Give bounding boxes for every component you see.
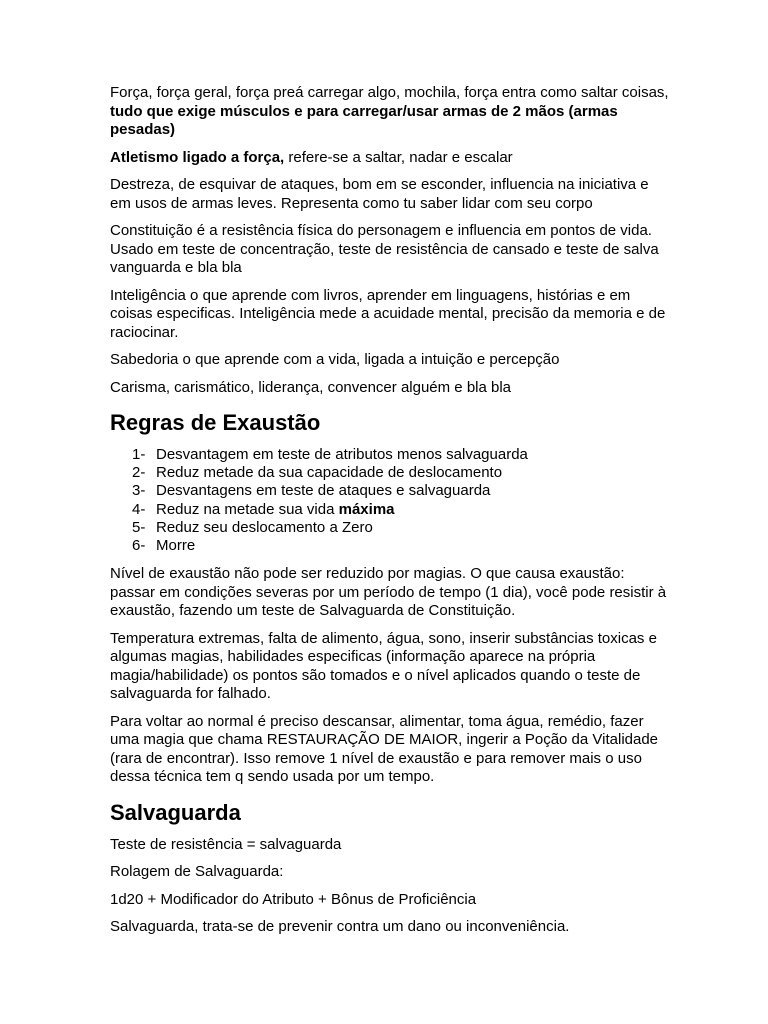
- list-item-text: Reduz seu deslocamento a Zero: [156, 518, 373, 536]
- paragraph-inteligencia: Inteligência o que aprende com livros, aprender em linguagens, histórias e em coisas especificas. Inteligência mede a acuidade mental, precisão da memoria e de raciocinar.: [110, 286, 666, 341]
- exaustao-list: [132, 446, 670, 555]
- paragraph-rolagem: Rolagem de Salvaguarda:: [110, 863, 284, 881]
- list-item: [132, 464, 670, 482]
- paragraph-constituicao: Constituição é a resistência física do personagem e influencia em pontos de vida. Usado em teste de concentração, teste de resistência de cansado e teste de salva vanguarda e bla bla: [110, 222, 659, 276]
- atletismo-text: refere-se a saltar, nadar e escalar: [284, 148, 513, 166]
- paragraph-formula: 1d20 + Modificador do Atributo + Bônus de Proficiência: [110, 890, 477, 908]
- list-item-number: 1-: [132, 446, 146, 463]
- forca-text: Força, força geral, força preá carregar algo, mochila, força entra como saltar coisas,: [110, 84, 669, 101]
- paragraph-destreza: Destreza, de esquivar de ataques, bom em se esconder, influencia na iniciativa e em usos de armas leves. Representa como tu saber lidar com seu corpo: [110, 176, 649, 212]
- list-item-number: 4-: [132, 500, 146, 518]
- list-item-number: 6-: [132, 537, 146, 555]
- paragraph-temperatura: Temperatura extremas, falta de alimento, água, sono, inserir substâncias toxicas e algumas magias, habilidades especificas (informação aparece na própria magia/habilidade) os pontos são tomados e o nível aplicados quando o teste de salvaguarda for falhado.: [110, 629, 657, 703]
- forca-bold-text: tudo que exige músculos e para carregar/usar armas de 2 mãos (armas pesadas): [110, 102, 618, 138]
- list-item-number: 2-: [132, 464, 146, 482]
- paragraph-voltar-normal: Para voltar ao normal é preciso descansar, alimentar, toma água, remédio, fazer uma magia que chama RESTAURAÇÃO DE MAIOR, ingerir a Poção da Vitalidade (rara de encontrar). Isso remove 1 nível de exaustão e para remover mais o uso dessa técnica tem q sendo usada por um tempo.: [110, 712, 659, 786]
- paragraph-teste-resistencia: Teste de resistência = salvaguarda: [110, 835, 342, 853]
- document-page: [110, 84, 670, 946]
- paragraph-nivel-exaustao: Nível de exaustão não pode ser reduzido por magias. O que causa exaustão: passar em condições severas por um período de tempo (1 dia), você pode resistir à exaustão, fazendo um teste de Salvaguarda de Constituição.: [110, 565, 667, 620]
- list-item-number: 5-: [132, 518, 146, 536]
- list-item-text: Reduz na metade sua vida: [156, 500, 339, 518]
- atletismo-bold-text: Atletismo ligado a força,: [110, 148, 285, 166]
- heading-salvaguarda: Salvaguarda: [110, 799, 241, 825]
- paragraph-carisma: Carisma, carismático, liderança, convencer alguém e bla bla: [110, 378, 512, 396]
- list-item: [132, 482, 670, 500]
- list-item-text: Desvantagens em teste de ataques e salvaguarda: [156, 482, 491, 500]
- list-item: [132, 537, 670, 555]
- list-item-text: Desvantagem em teste de atributos menos salvaguarda: [156, 446, 528, 463]
- list-item-text: Reduz metade da sua capacidade de deslocamento: [156, 464, 503, 482]
- list-item: [132, 519, 670, 537]
- list-item-bold-text: máxima: [338, 500, 395, 518]
- paragraph-atletismo: [110, 149, 670, 168]
- paragraph-forca: [110, 84, 670, 140]
- paragraph-definicao: Salvaguarda, trata-se de prevenir contra um dano ou inconveniência.: [110, 918, 570, 936]
- list-item-text: Morre: [156, 537, 196, 555]
- list-item-number: 3-: [132, 482, 146, 500]
- paragraph-sabedoria: Sabedoria o que aprende com a vida, ligada a intuição e percepção: [110, 351, 560, 368]
- heading-regras-exaustao: Regras de Exaustão: [110, 410, 321, 435]
- list-item: [132, 501, 670, 519]
- list-item: [132, 446, 670, 464]
